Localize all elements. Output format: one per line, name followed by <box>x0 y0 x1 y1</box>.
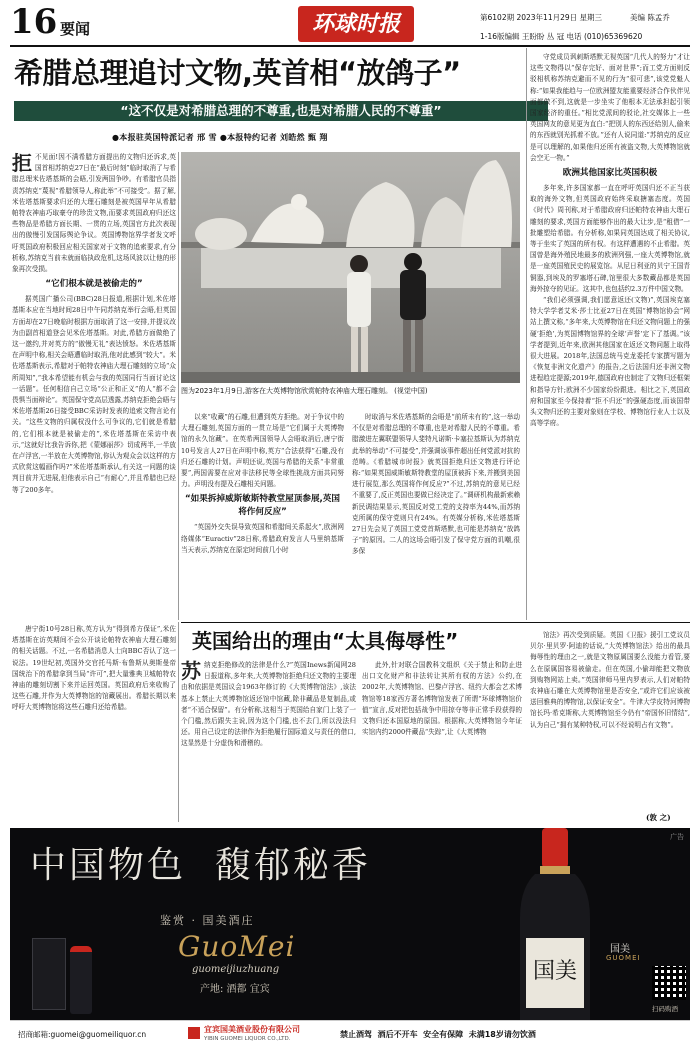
ad-gift-box <box>32 938 66 1010</box>
ad-tagline: 鉴赏 · 国美酒庄 <box>160 914 255 927</box>
article2-col3-text: 馆法》再次受到质疑。英国《卫报》援引工党议员贝尔·里贝罗·阿迪的话说,“大英博物馆法》给出的最具侮辱性的理由之一,就是文物原属国要么没能力看管,要么在原属国容易被偷走。但在英国,小偷却能把文物放到购物网站上卖。”英国律师马里内罗表示,人们对帕特农神庙石雕在大英博物馆里是否安全,“或许它们应该被送回雅典的博物馆,以保证安全”。牛津大学皮特河博物馆长玛·希克斯称,大英博物馆至今仍有“帝国怀旧情结”,认为自己“拥有某种特权,可以不经说明占有文物”。 <box>530 631 690 729</box>
ad-company-en: YIBIN GUOMEI LIQUOR CO.,LTD. <box>204 1036 291 1042</box>
ad-bottle-illustration <box>480 828 630 1020</box>
headline-subtitle: “这不仅是对希腊总理的不尊重,也是对希腊人民的不尊重” <box>120 103 442 118</box>
article2-column-3 <box>530 630 690 812</box>
article2-dropcap: 苏 <box>181 660 201 683</box>
ad-bottle-label: 国美 <box>610 944 630 955</box>
photo-caption: 图为2023年1月9日,游客在大英博物馆欣赏帕特农神庙大理石雕刻。 (视觉中国) <box>181 387 428 395</box>
ad-origin: 产地: 酒都 宜宾 <box>200 984 270 995</box>
newspaper-logo <box>298 6 414 42</box>
subheading-westminster: “如果拆掉威斯敏斯特教堂屋顶参展,英国将作何反应” <box>184 494 340 518</box>
column-rule-right <box>526 48 527 620</box>
article2-column-1 <box>181 660 356 824</box>
article1-col5-text-b: 多年来,许多国家都一直在呼吁英国归还不正当获取的海外文物,但英国政府始终采取搪塞态度。英国《时代》周刊称,对于希腊政府归还帕特农神庙大理石雕刻的要求,英国方面能够作出的最大让步,是“租借”一批雕塑给希腊。有分析称,如果同英国达成了相关协议,等于坐实了英国的所有权。有这样遭遇的不止希腊。英国曾是海外殖民地最多的欧洲列强,一座大英博物馆,就是一座英国殖民史的展览馆。从尼日利亚的贝宁王国青铜器,到埃及的罗塞塔石碑,馆里很大多数藏品都是英国海外掠夺的见证。这其中,也包括约2.3万件中国文物。 <box>530 184 690 293</box>
subheading-stolen: “它们根本就是被偷走的” <box>45 279 143 290</box>
ad-footer <box>10 1020 690 1047</box>
section-name: 要闻 <box>60 20 91 38</box>
ad-slogan: 中国物色 馥郁秘香 <box>30 845 371 886</box>
headline: 希腊总理追讨文物,英首相“放鸽子” <box>14 56 461 90</box>
article1-col3-text-b: “英国外交失误导致英国和希腊间关系起火”,欧洲网络媒体“Euractiv”28日称,希腊政府发言人马里纳基斯当天表示,苏纳克在原定时间前几小时 <box>181 523 344 554</box>
museum-photo-art <box>181 152 520 383</box>
subheading-europe: 欧洲其他国家比英国积极 <box>562 168 658 179</box>
page-number: 16 <box>10 2 58 42</box>
issue-info: 第6102期 2023年11月29日 星期三 <box>480 13 603 22</box>
pages-editor-line: 1-16版编辑 王盼盼 丛 冠 电话 (010)65369620 <box>480 32 643 41</box>
ad-qr-code[interactable] <box>652 966 686 1000</box>
article2-end-mark: (敦 之) <box>646 813 671 822</box>
ad-footer-slogan: 禁止酒驾 酒后不开车 安全有保障 未满18岁请勿饮酒 <box>340 1030 536 1039</box>
ad-qr-caption: 扫码购酒 <box>652 1005 678 1013</box>
ad-corner-label: 广告 <box>670 833 684 841</box>
article2-col2-text: 此外,针对联合国教科文组织《关于禁止和防止进出口文化财产和非法转让其所有权的方法》公约,在2002年,大英博物馆、巴黎卢浮宫、纽约大都会艺术博物馆等18家西方著名博物馆发表了所谓“环球博物馆价值”宣言,反对把包括战争中用掠夺等非正常手段获得的文物归还本国原地的原国。根据称,大英博物馆今年证实馆内约2000件藏品“失踪”,让《大英博物 <box>362 661 522 737</box>
museum-photo <box>181 152 520 383</box>
ad-small-bottle <box>70 946 92 1014</box>
article1-column-4 <box>352 412 520 620</box>
svg-text:国美: 国美 <box>532 959 578 984</box>
article1-col3-text: 以来“收藏”的石雕,但遭到英方拒绝。对于争议中的大理石雕刻,英国方面的一贯立场是“它们属于大英博物馆的永久馆藏”。在英希两国领导人会晤取消后,唐宁街10号发言人27日在声明中称,英方“合法获得”石雕,没有归还石雕的计划。声明还说,英国与希腊的关系“非常重要”,两国需要在应对非法移民等全球性挑战方面共同努力。声明没有提及石雕相关问题。 <box>181 413 344 489</box>
column-rule-lower <box>178 622 179 822</box>
logo-text: 环球时报 <box>311 11 400 37</box>
article1-col5-text-c: “我们必须强调,我们愿意返还(文物)”,英国埃克塞特大学学者艾米·莎士比亚27日在英国“博物馆协会”网站上撰文称,“多年来,大英博物馆在归还文物问题上的强硬‘拒绝’,为英国博物馆界的全球‘声誉’定下了基调。”该学者提到,近年来,欧洲其他国家在返还文物问题上取得很大进展。2018年,法国总统马克龙委托专家撰写题为《恢复非洲文化遗产》的报告,之后法国归还非洲文物进程趋定提源;2019年,德国政府也制定了文物归还框架和指导方针;欧洲不少国家纷纷跟进。相比之下,英国政府和国家至今保持着“拒不归还”的强硬态度,而该国带头文物归还的主要对象则在学校、博物馆行业人士以及高等学府。 <box>530 296 690 428</box>
editor-info: 美编 陈孟乔 <box>630 13 670 22</box>
ad-banner <box>10 828 690 1020</box>
headline-subtitle-band <box>14 101 548 121</box>
article1-col5-text: 守党成员讽刺斯塔默无视英国“几代人的努力”才让这些文物得以“保存完好、面对世界”;而工党方面则反驳相机称苏纳克避而不见的行为“很可悲”,该党党魁人称:“如果我能趋与一位欧洲盟友能重要经济合作伙伴见面都做不到,这就是一步坐实了他根本无法承担起引领国家经济的重任。”相比党派间的驳论,社交媒体上一些英国网友的意见更为直白:“把别人的东西还给别人,偷来的东西就别光抓着不放。”还有人说同道:“苏纳克的反应是可以理解的,如果他归还所有被盗文物,大英博物馆就会空无一物。” <box>530 53 690 162</box>
article1-col1-text: 不见面!因不满希腊方面提出的文物归还诉求,英国首相苏纳克27日在“最后时刻”临时取消了与希腊总理米佐塔基斯的会晤,引发两国争吵。有希腊官员指责苏纳克“蔑视”希腊领导人,称此举“不可接受”。据了解,米佐塔基斯要求归还的大理石雕刻是被英国早年从希腊帕特农神庙巧取豪夺的珍贵文物,而要求英国政府归还这些物品是希腊方面长期、一贯的立场,英国官方此次表现出的傲慢引发国际舆论争议。英国博物馆界学者发文呼吁英国政府积极回应相关国家对于文物的追索要求,有分析称,苏纳克当前未就面临执政危机,这场风波以让他的形象再次受损。 <box>12 153 176 274</box>
article2-col1-text: 纳克拒绝修改的法律是什么?”英国Inews新闻网28日报道称,多年来,大英博物馆拒绝归还文物的主要理由和依据是英国议会1963年修订的《大英博物馆法》,该法基本上禁止大英博物馆返还馆中馆藏,除非藏品是复制品,或者“不适合保留”。有分析称,这相当于英国给自家门上装了一个门槛,然后跟失主说,因为这个门槛,也不去门,所以没法归还。用自己设定的法律作为拒绝履行国际道义与责任的借口,这显然是十分虚伪和滑稽的。 <box>181 661 356 748</box>
article2-title: 英国给出的理由“太具侮辱性” <box>192 629 459 653</box>
article1-col1-text-b: 据英国广播公司(BBC)28日报道,根据计划,米佐塔基斯本应在当地时间28日中午同苏纳克举行会晤,但英国方面却在27日晚临时根据方面取消了这一安排,并提议改为由副首相道登会见米佐塔基斯。对此,希腊方面做绝了这一邀约,并对英方的“傲慢无礼”表达愤怒。米佐塔基斯在声明中称,相关会晤遭临时取消,他对此感到“较大”。米佐塔基斯表示,希腊对于帕特农神庙大理石雕刻的立场“众所周知”,“我本希望能有机会与我的英国同行当面讨论这一话题”。任何相信自己立场“公正和正义”的人“都不会畏惧当面辩论”。英国保守党高层透露,苏纳克拒绝会晤与米佐塔基斯26日接受BBC采访时发表的追索文物言论有关。“这些文物的归属权没什么可争议的,它们就是希腊的,它们根本就是被偷走的”,米佐塔基斯在采访中表示,“这就好比我告诉你,把《蒙娜丽莎》切成两半,一半放在卢浮宫,一半放在大英博物馆,你认为观众会以这样的方式欣赏这幅画作吗?”米佐塔基斯承认,有关这一问题的谈判目前并无进展,但他表示自己“有耐心”,并且希腊也已经等了200多年。 <box>12 295 176 494</box>
article1-col4-text: 时取消与米佐塔基斯的会晤是“前所未有的”,这一举动不仅是对希腊总理的不尊重,也是对希腊人民的不尊重。希腊激进左翼联盟领导人斐特凡诺斯·卡塞拉基斯认为苏纳克此举的举动“不可接受”,并强调该事件超出任何党派对抗的范畴。《希腊城市时报》就英国拒绝归还文物进行评论称:“如果英国威斯敏斯特教堂的屋顶被拆下来,并搬到美国进行展览,那么英国将作何反应?”不过,苏纳克的意见已经不重要了,反正英国也要做已经决定了。”调研机构最新索赖新民调结果显示,英国反对党工党的支持率为44%,而苏纳克所属的保守党则只有24%。有英媒分析称,米佐塔基斯27日先会见了英国工党党首斯塔默,也可能是苏纳克“放鸽子”的原因。二人的这场会晤引发了保守党方面的讥嘲,很多保 <box>352 413 520 556</box>
article1-col2-text: 唐宁街10号28日称,英方认为“得到希方保证”,米佐塔基斯在访英期间不会公开谈论帕特农神庙大理石雕刻的相关话题。不过,一名希腊消息人士向BBC否认了这一说法。19世纪初,英国外交官托马斯·布鲁斯从奥斯曼帝国统治下的希腊拿到当局“许可”,把大量雅典卫城帕特农神庙的雕刻切割下来并运回英国。英国政府后来收购了这些石雕,并作为大英博物馆的馆藏展出。希腊长期以来呼吁大英博物馆将这些石雕归还给希腊。 <box>12 625 176 712</box>
article1-column-5 <box>530 52 690 620</box>
ad-company-cn: 宜宾国美酒业股份有限公司 <box>204 1025 300 1034</box>
article1-column-1 <box>12 152 176 620</box>
masthead-rule <box>10 45 690 47</box>
ad-company-logo <box>188 1027 200 1039</box>
article1-column-2-text <box>12 624 176 824</box>
column-rule <box>178 152 179 620</box>
article2-top-rule <box>181 622 690 623</box>
article2-column-2 <box>362 660 522 824</box>
byline: ●本报驻英国特派记者 邢 雪 ●本报特约记者 刘皓然 甄 翔 <box>112 133 328 142</box>
ad-pinyin: guomeijiuzhuang <box>192 964 280 975</box>
ad-footer-email[interactable]: 招商邮箱:guomei@guomeiliquor.cn <box>18 1030 147 1039</box>
ad-brand-script: GuoMei <box>178 930 296 963</box>
ad-bottle-sub: GUOMEI <box>606 954 641 962</box>
article1-dropcap: 拒 <box>12 152 32 175</box>
article1-column-3 <box>181 412 344 620</box>
